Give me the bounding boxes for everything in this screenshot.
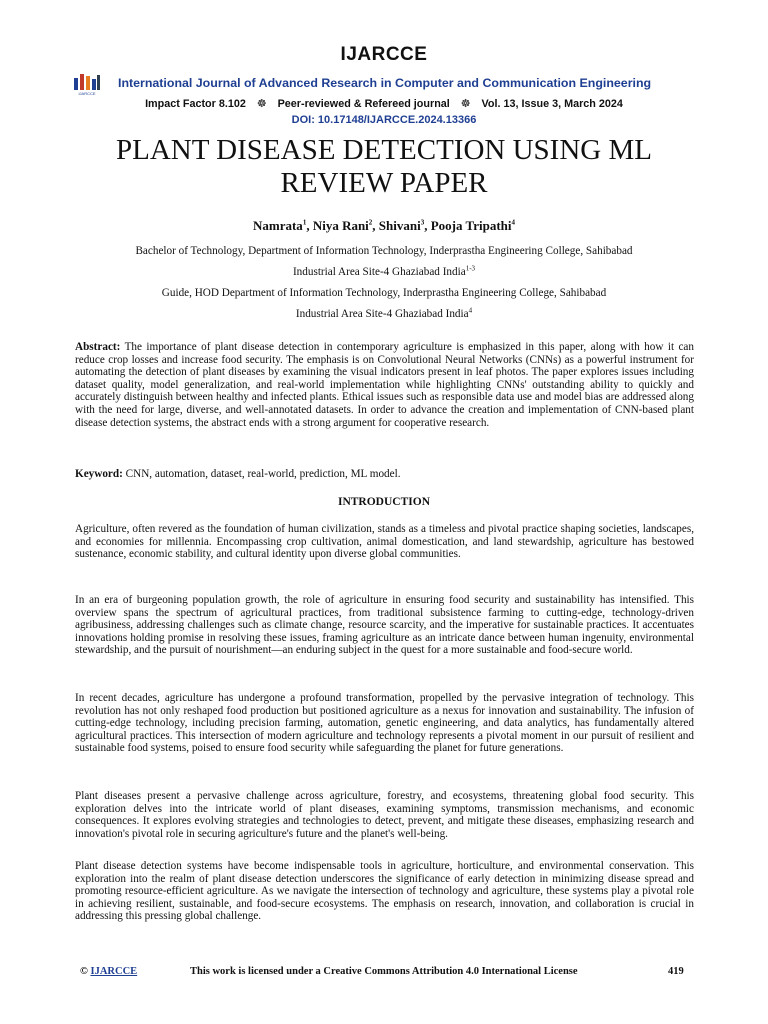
body-paragraph: Plant disease detection systems have become indispensable tools in agriculture, horticulture, and environmental conservation. This exploration into the realm of plant disease detection underscores the significance of early detection in minimizing disease spread and promoting resource-efficient agriculture. As we navigate the intersection of technology and agriculture, these systems play a pivotal role in achieving resilient, sustainable, and food-secure ecosystems. The emphasis on research, innovation, and collaboration is crucial in addressing this pressing global challenge. [75,860,694,923]
journal-logo [72,72,102,96]
body-paragraph: Agriculture, often revered as the foundation of human civilization, stands as a timeless and pivotal practice shaping societies, landscapes, and economies for millennia. Encompassing crop cultivation, animal domestication, and land stewardship, agriculture has bestowed sustenance, economic stability, and cultural identity upon diverse global communities. [75,523,694,561]
copyright [80,966,137,977]
author-name: Pooja Tripathi [430,218,512,233]
affiliation-1-line-1: Bachelor of Technology, Department of Information Technology, Inderprastha Engineering College, Sahibabad [135,245,633,257]
affiliation-1-line-2: Industrial Area Site-4 Ghaziabad India$^{1-3}$ [292,264,476,278]
affiliation-2-line-2: Industrial Area Site-4 Ghaziabad India$^4$ [295,306,473,320]
svg-text:IJARCCE: IJARCCE [78,91,96,96]
author-name: Namrata [252,218,303,233]
abstract-text: The importance of plant disease detection in contemporary agriculture is emphasized in this paper, along with how it can reduce crop losses and increase food security. The emphasis is on Convolutional Neural Networks (CNNs) as a powerful instrument for automating the detection of plant diseases by examining the visual indicators present in leaf photos. The paper explores issues including dataset quality, model generalization, and real-world implementation while highlighting CNNs' outstanding ability to quickly and accurately distinguish between healthy and infected plants. Ethical issues such as responsible data use and model bias are addressed along with the need for large, diverse, and well-annotated datasets. In order to advance the creation and implementation of CNN-based plant disease detection systems, the abstract ends with a strong argument for cooperative research. [75,341,694,429]
keyword-label: Keyword: [75,468,123,480]
copyright-icon: © [80,966,88,977]
body-paragraph: In recent decades, agriculture has undergone a profound transformation, propelled by the pervasive integration of technology. This revolution has not only reshaped food production but positioned agriculture as a nexus for innovation and sustainability. The infusion of cutting-edge technology, including precision farming, automation, genetic engineering, and data analytics, has fundamentally altered agricultural practices. This intersection of modern agriculture and technology represents a pivotal moment in our pursuit of resilient and sustainable food systems, poised to ensure food security while safeguarding the planet for future generations. [75,692,694,755]
paper-title: PLANT DISEASE DETECTION USING ML REVIEW PAPER [116,134,652,199]
copyright-link[interactable]: IJARCCE [90,966,138,977]
separator-icon: ☸ [460,98,471,110]
impact-factor: Impact Factor 8.102 [145,98,246,110]
keywords [75,468,694,481]
author-name: Shivani [378,218,421,233]
journal-full-name: International Journal of Advanced Research in Computer and Communication Engineering [118,76,652,90]
body-paragraph: In an era of burgeoning population growth, the role of agriculture in ensuring food security and sustainability has intensified. This overview spans the spectrum of agricultural practices, from traditional subsistence farming to cutting-edge, technology-driven agribusiness, addressing challenges such as climate change, resource scarcity, and the imperative for sustainable practices. It accentuates innovations holding promise in resolving these issues, framing agriculture as an intricate dance between human ingenuity, environmental stewardship, and the pursuit of nourishment—an enduring subject in the quest for a more sustainable and food-secure world. [75,594,694,657]
page-number: 419 [668,966,684,977]
section-heading-introduction: INTRODUCTION [337,496,430,508]
abstract-label: Abstract: [75,341,121,353]
keyword-text: CNN, automation, dataset, real-world, prediction, ML model. [125,468,401,480]
separator-icon: ☸ [256,98,267,110]
doi-link[interactable]: DOI: 10.17148/IJARCCE.2024.13366 [291,114,477,126]
abstract [75,341,694,429]
volume-issue: Vol. 13, Issue 3, March 2024 [481,98,623,110]
body-paragraph: Plant diseases present a pervasive challenge across agriculture, forestry, and ecosystems, threatening global food security. This exploration delves into the intricate world of plant diseases, examining symptoms, transmission mechanisms, and economic consequences. It explores evolving strategies and technologies to detect, prevent, and mitigate these diseases, emphasizing research and innovation's pivotal role in securing agriculture's future and the planet's well-being. [75,790,694,840]
journal-abbrev: IJARCCE [340,44,428,65]
author-list: Namrata$^1$, Niya Rani$^2$, Shivani$^3$, Pooja Tripathi$^4$ [252,218,515,233]
license-text: This work is licensed under a Creative Commons Attribution 4.0 International License [190,966,578,977]
affiliation-2-line-1: Guide, HOD Department of Information Technology, Inderprastha Engineering College, Sahibabad [161,287,607,299]
journal-meta-line [0,97,768,110]
author-name: Niya Rani [312,218,369,233]
review-status: Peer-reviewed & Refereed journal [277,98,450,110]
